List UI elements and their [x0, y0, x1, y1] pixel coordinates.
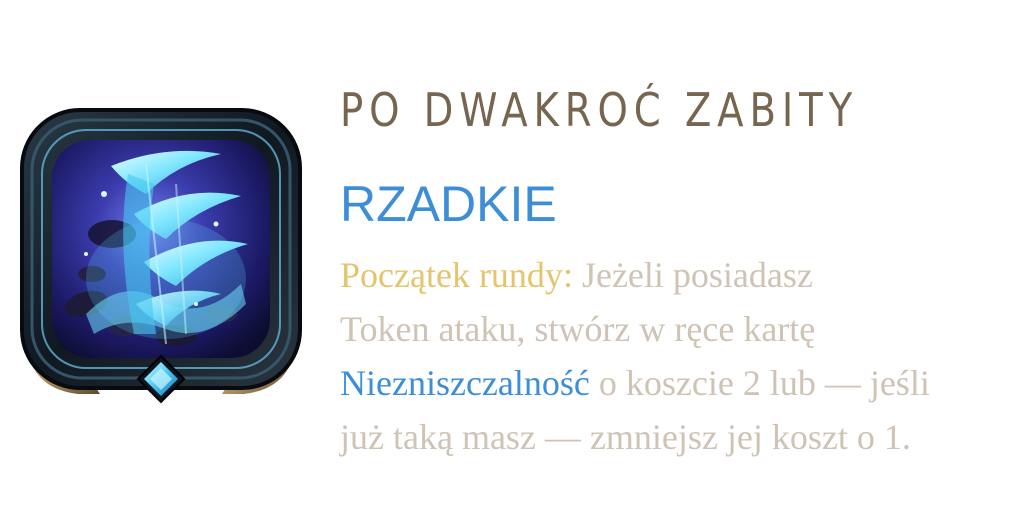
description-text-1: Jeżeli posiadasz	[572, 255, 813, 295]
keyword-separator: :	[562, 255, 573, 295]
description-text-3: o koszcie 2 lub — jeśli	[589, 363, 930, 403]
rarity-label: RZADKIE	[340, 176, 557, 232]
keyword-round-start: Początek rundy	[340, 255, 563, 295]
description-line-3	[340, 356, 1015, 410]
description-line-1	[340, 248, 1015, 302]
card-description	[340, 248, 1015, 464]
ice-claw-icon	[16, 104, 306, 404]
augment-icon	[16, 104, 306, 404]
description-line-4: już taką masz — zmniejsz jej koszt o 1.	[340, 417, 911, 457]
description-line-2: Token ataku, stwórz w ręce kartę	[340, 309, 816, 349]
keyword-indestructible: Niezniszczalność	[340, 363, 590, 403]
card-title: PO DWAKROĆ ZABITY	[340, 83, 859, 137]
